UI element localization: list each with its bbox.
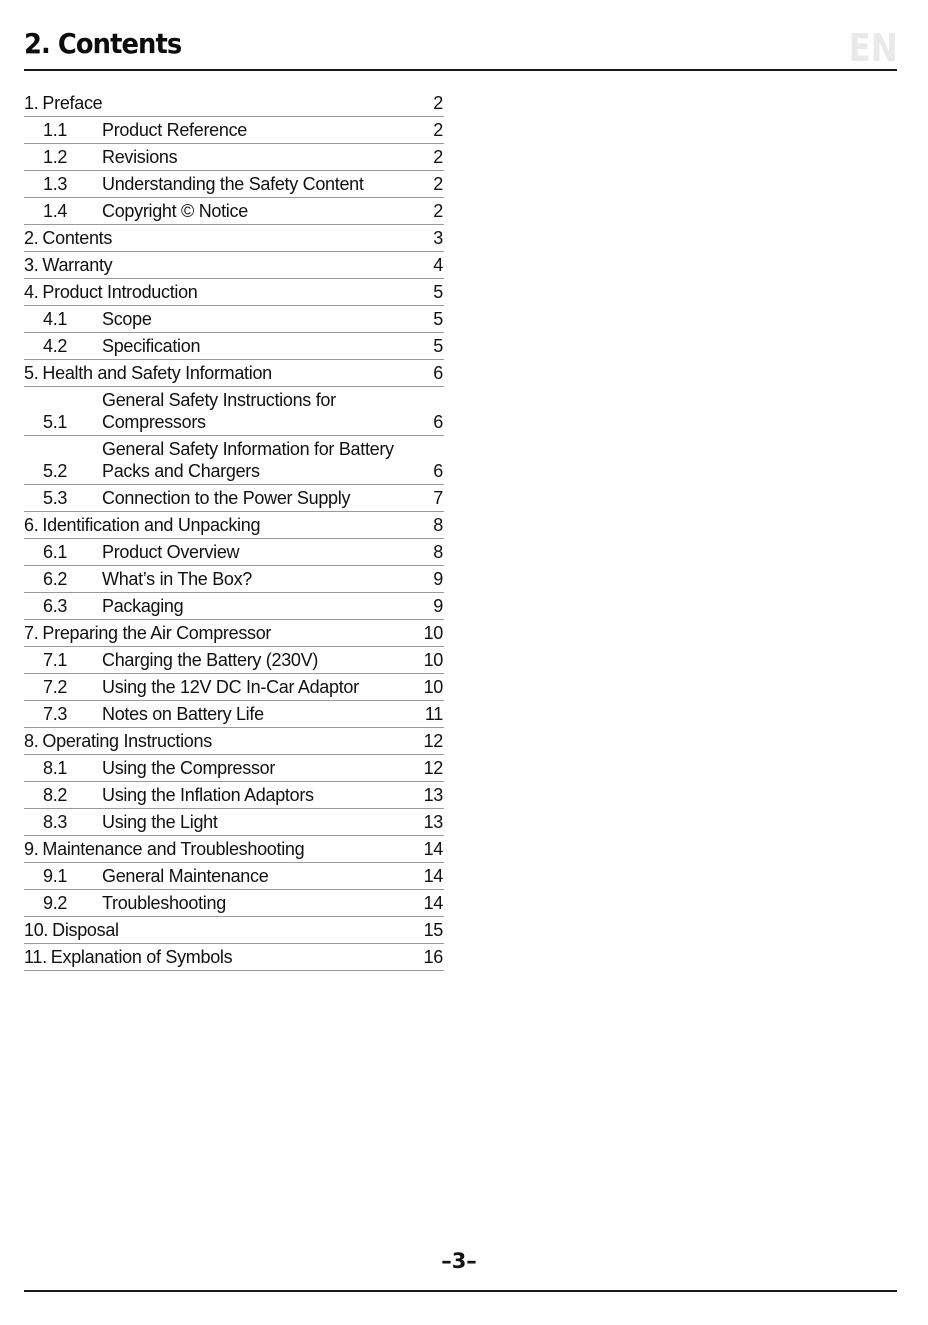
toc-entry[interactable] xyxy=(24,593,444,620)
toc-entry[interactable] xyxy=(24,809,444,836)
toc-entry[interactable] xyxy=(24,306,444,333)
toc-entry-page: 15 xyxy=(423,920,443,940)
toc-entry-title: General Maintenance xyxy=(102,866,269,886)
toc-entry-number: 7.3 xyxy=(43,704,68,724)
toc-entry-title: Packaging xyxy=(102,596,184,616)
toc-entry-title: Disposal xyxy=(52,920,119,940)
toc-entry-page: 12 xyxy=(423,758,443,778)
toc-entry[interactable] xyxy=(24,917,444,944)
toc-entry-page: 10 xyxy=(423,623,443,643)
toc-entry-number: 4.2 xyxy=(43,336,68,356)
toc-entry-page: 7 xyxy=(433,488,443,508)
header-divider xyxy=(24,69,897,71)
toc-entry-title: Copyright © Notice xyxy=(102,201,248,221)
toc-entry-title: Understanding the Safety Content xyxy=(102,174,364,194)
toc-entry-title: Product Overview xyxy=(102,542,240,562)
toc-entry[interactable] xyxy=(24,225,444,252)
toc-entry[interactable] xyxy=(24,144,444,171)
toc-entry-title: Connection to the Power Supply xyxy=(102,488,351,508)
toc-entry-page: 12 xyxy=(423,731,443,751)
toc-entry-title: Scope xyxy=(102,309,152,329)
toc-entry-page: 5 xyxy=(433,336,443,356)
toc-entry-number: 1.1 xyxy=(43,120,68,140)
toc-entry-title: General Safety Information for Battery Packs and Chargers xyxy=(102,439,394,481)
toc-entry-title: Using the Compressor xyxy=(102,758,276,778)
toc-entry-page: 11 xyxy=(424,704,443,724)
toc-entry[interactable] xyxy=(24,333,444,360)
toc-entry[interactable] xyxy=(24,863,444,890)
toc-entry-number: 9.1 xyxy=(43,866,68,886)
toc-entry-number: 8.1 xyxy=(43,758,68,778)
toc-entry[interactable] xyxy=(24,620,444,647)
toc-entry-title: General Safety Instructions for Compressors xyxy=(102,390,336,432)
toc-entry-number: 6.1 xyxy=(43,542,68,562)
toc-entry[interactable] xyxy=(24,360,444,387)
toc-entry[interactable] xyxy=(24,485,444,512)
toc-entry-number: 4. xyxy=(24,282,39,302)
toc-entry[interactable] xyxy=(24,279,444,306)
toc-entry-page: 8 xyxy=(433,515,443,535)
toc-entry[interactable] xyxy=(24,566,444,593)
toc-entry-page: 5 xyxy=(433,309,443,329)
toc-entry-title: Operating Instructions xyxy=(42,731,212,751)
toc-entry-title: Maintenance and Troubleshooting xyxy=(42,839,305,859)
toc-entry-page: 2 xyxy=(433,120,443,140)
toc-entry-page: 13 xyxy=(423,785,443,805)
toc-entry-page: 6 xyxy=(433,412,443,432)
toc-entry-number: 6. xyxy=(24,515,39,535)
toc-entry[interactable] xyxy=(24,117,444,144)
toc-entry-page: 9 xyxy=(433,596,443,616)
toc-entry-title: What’s in The Box? xyxy=(102,569,253,589)
toc-entry-number: 5.1 xyxy=(43,412,68,432)
toc-entry-page: 8 xyxy=(433,542,443,562)
toc-entry-page: 10 xyxy=(423,677,443,697)
toc-entry-number: 7.2 xyxy=(43,677,68,697)
toc-entry-page: 6 xyxy=(433,461,443,481)
toc-entry-number: 9.2 xyxy=(43,893,68,913)
toc-entry-title: Product Introduction xyxy=(42,282,198,302)
toc-entry[interactable] xyxy=(24,198,444,225)
toc-entry-title: Product Reference xyxy=(102,120,247,140)
toc-entry-number: 6.3 xyxy=(43,596,68,616)
language-badge: EN xyxy=(848,26,898,70)
toc-entry[interactable] xyxy=(24,701,444,728)
toc-entry-title: Specification xyxy=(102,336,201,356)
toc-entry-title: Revisions xyxy=(102,147,178,167)
toc-entry-page: 9 xyxy=(433,569,443,589)
toc-entry[interactable] xyxy=(24,90,444,117)
toc-entry-number: 5.2 xyxy=(43,461,68,481)
toc-entry-page: 14 xyxy=(423,866,443,886)
toc-entry-page: 2 xyxy=(433,174,443,194)
table-of-contents xyxy=(24,90,444,971)
toc-entry[interactable] xyxy=(24,252,444,279)
toc-entry[interactable] xyxy=(24,436,444,485)
toc-entry-title: Health and Safety Information xyxy=(42,363,272,383)
toc-entry-title: Identification and Unpacking xyxy=(42,515,261,535)
toc-entry-number: 9. xyxy=(24,839,39,859)
toc-entry[interactable] xyxy=(24,647,444,674)
toc-entry-page: 10 xyxy=(423,650,443,670)
toc-entry-number: 5.3 xyxy=(43,488,68,508)
toc-entry[interactable] xyxy=(24,836,444,863)
toc-entry-page: 14 xyxy=(423,893,443,913)
toc-entry[interactable] xyxy=(24,944,444,971)
toc-entry-number: 1.2 xyxy=(43,147,68,167)
toc-entry-title: Troubleshooting xyxy=(102,893,226,913)
toc-entry-title: Using the Inflation Adaptors xyxy=(102,785,314,805)
toc-entry-title: Notes on Battery Life xyxy=(102,704,264,724)
toc-entry-title: Preface xyxy=(42,93,103,113)
toc-entry-number: 8.2 xyxy=(43,785,68,805)
toc-entry-page: 16 xyxy=(423,947,443,967)
toc-entry-number: 4.1 xyxy=(43,309,68,329)
toc-entry-title: Preparing the Air Compressor xyxy=(42,623,272,643)
toc-entry[interactable] xyxy=(24,890,444,917)
toc-entry[interactable] xyxy=(24,755,444,782)
toc-entry-title: Using the Light xyxy=(102,812,218,832)
toc-entry-number: 5. xyxy=(24,363,39,383)
toc-entry-page: 6 xyxy=(433,363,443,383)
page-title: 2. Contents xyxy=(24,27,182,60)
toc-entry[interactable] xyxy=(24,512,444,539)
toc-entry-number: 1.4 xyxy=(43,201,68,221)
toc-entry-number: 6.2 xyxy=(43,569,68,589)
toc-entry-number: 11. xyxy=(24,947,47,967)
toc-entry-title: Using the 12V DC In-Car Adaptor xyxy=(102,677,359,697)
page-number: –3– xyxy=(441,1249,477,1273)
toc-entry-number: 1.3 xyxy=(43,174,68,194)
toc-entry-title: Explanation of Symbols xyxy=(50,947,233,967)
toc-entry[interactable] xyxy=(24,782,444,809)
toc-entry[interactable] xyxy=(24,171,444,198)
toc-entry-number: 8. xyxy=(24,731,39,751)
toc-entry-number: 7. xyxy=(24,623,39,643)
toc-entry-number: 8.3 xyxy=(43,812,68,832)
toc-entry[interactable] xyxy=(24,387,444,436)
toc-entry-title: Contents xyxy=(42,228,113,248)
toc-entry-number: 7.1 xyxy=(43,650,68,670)
toc-entry-number: 2. xyxy=(24,228,39,248)
footer-divider xyxy=(24,1290,897,1292)
toc-entry-page: 5 xyxy=(433,282,443,302)
toc-entry-page: 3 xyxy=(433,228,443,248)
toc-entry-page: 2 xyxy=(433,93,443,113)
toc-entry-page: 4 xyxy=(433,255,443,275)
toc-entry-page: 14 xyxy=(423,839,443,859)
toc-entry-title: Charging the Battery (230V) xyxy=(102,650,319,670)
toc-entry-number: 1. xyxy=(24,93,39,113)
toc-entry-page: 2 xyxy=(433,201,443,221)
toc-entry-title: Warranty xyxy=(42,255,113,275)
toc-entry[interactable] xyxy=(24,728,444,755)
toc-entry-page: 2 xyxy=(433,147,443,167)
toc-entry-page: 13 xyxy=(423,812,443,832)
toc-entry[interactable] xyxy=(24,674,444,701)
toc-entry-number: 3. xyxy=(24,255,39,275)
toc-entry[interactable] xyxy=(24,539,444,566)
toc-entry-number: 10. xyxy=(24,920,49,940)
